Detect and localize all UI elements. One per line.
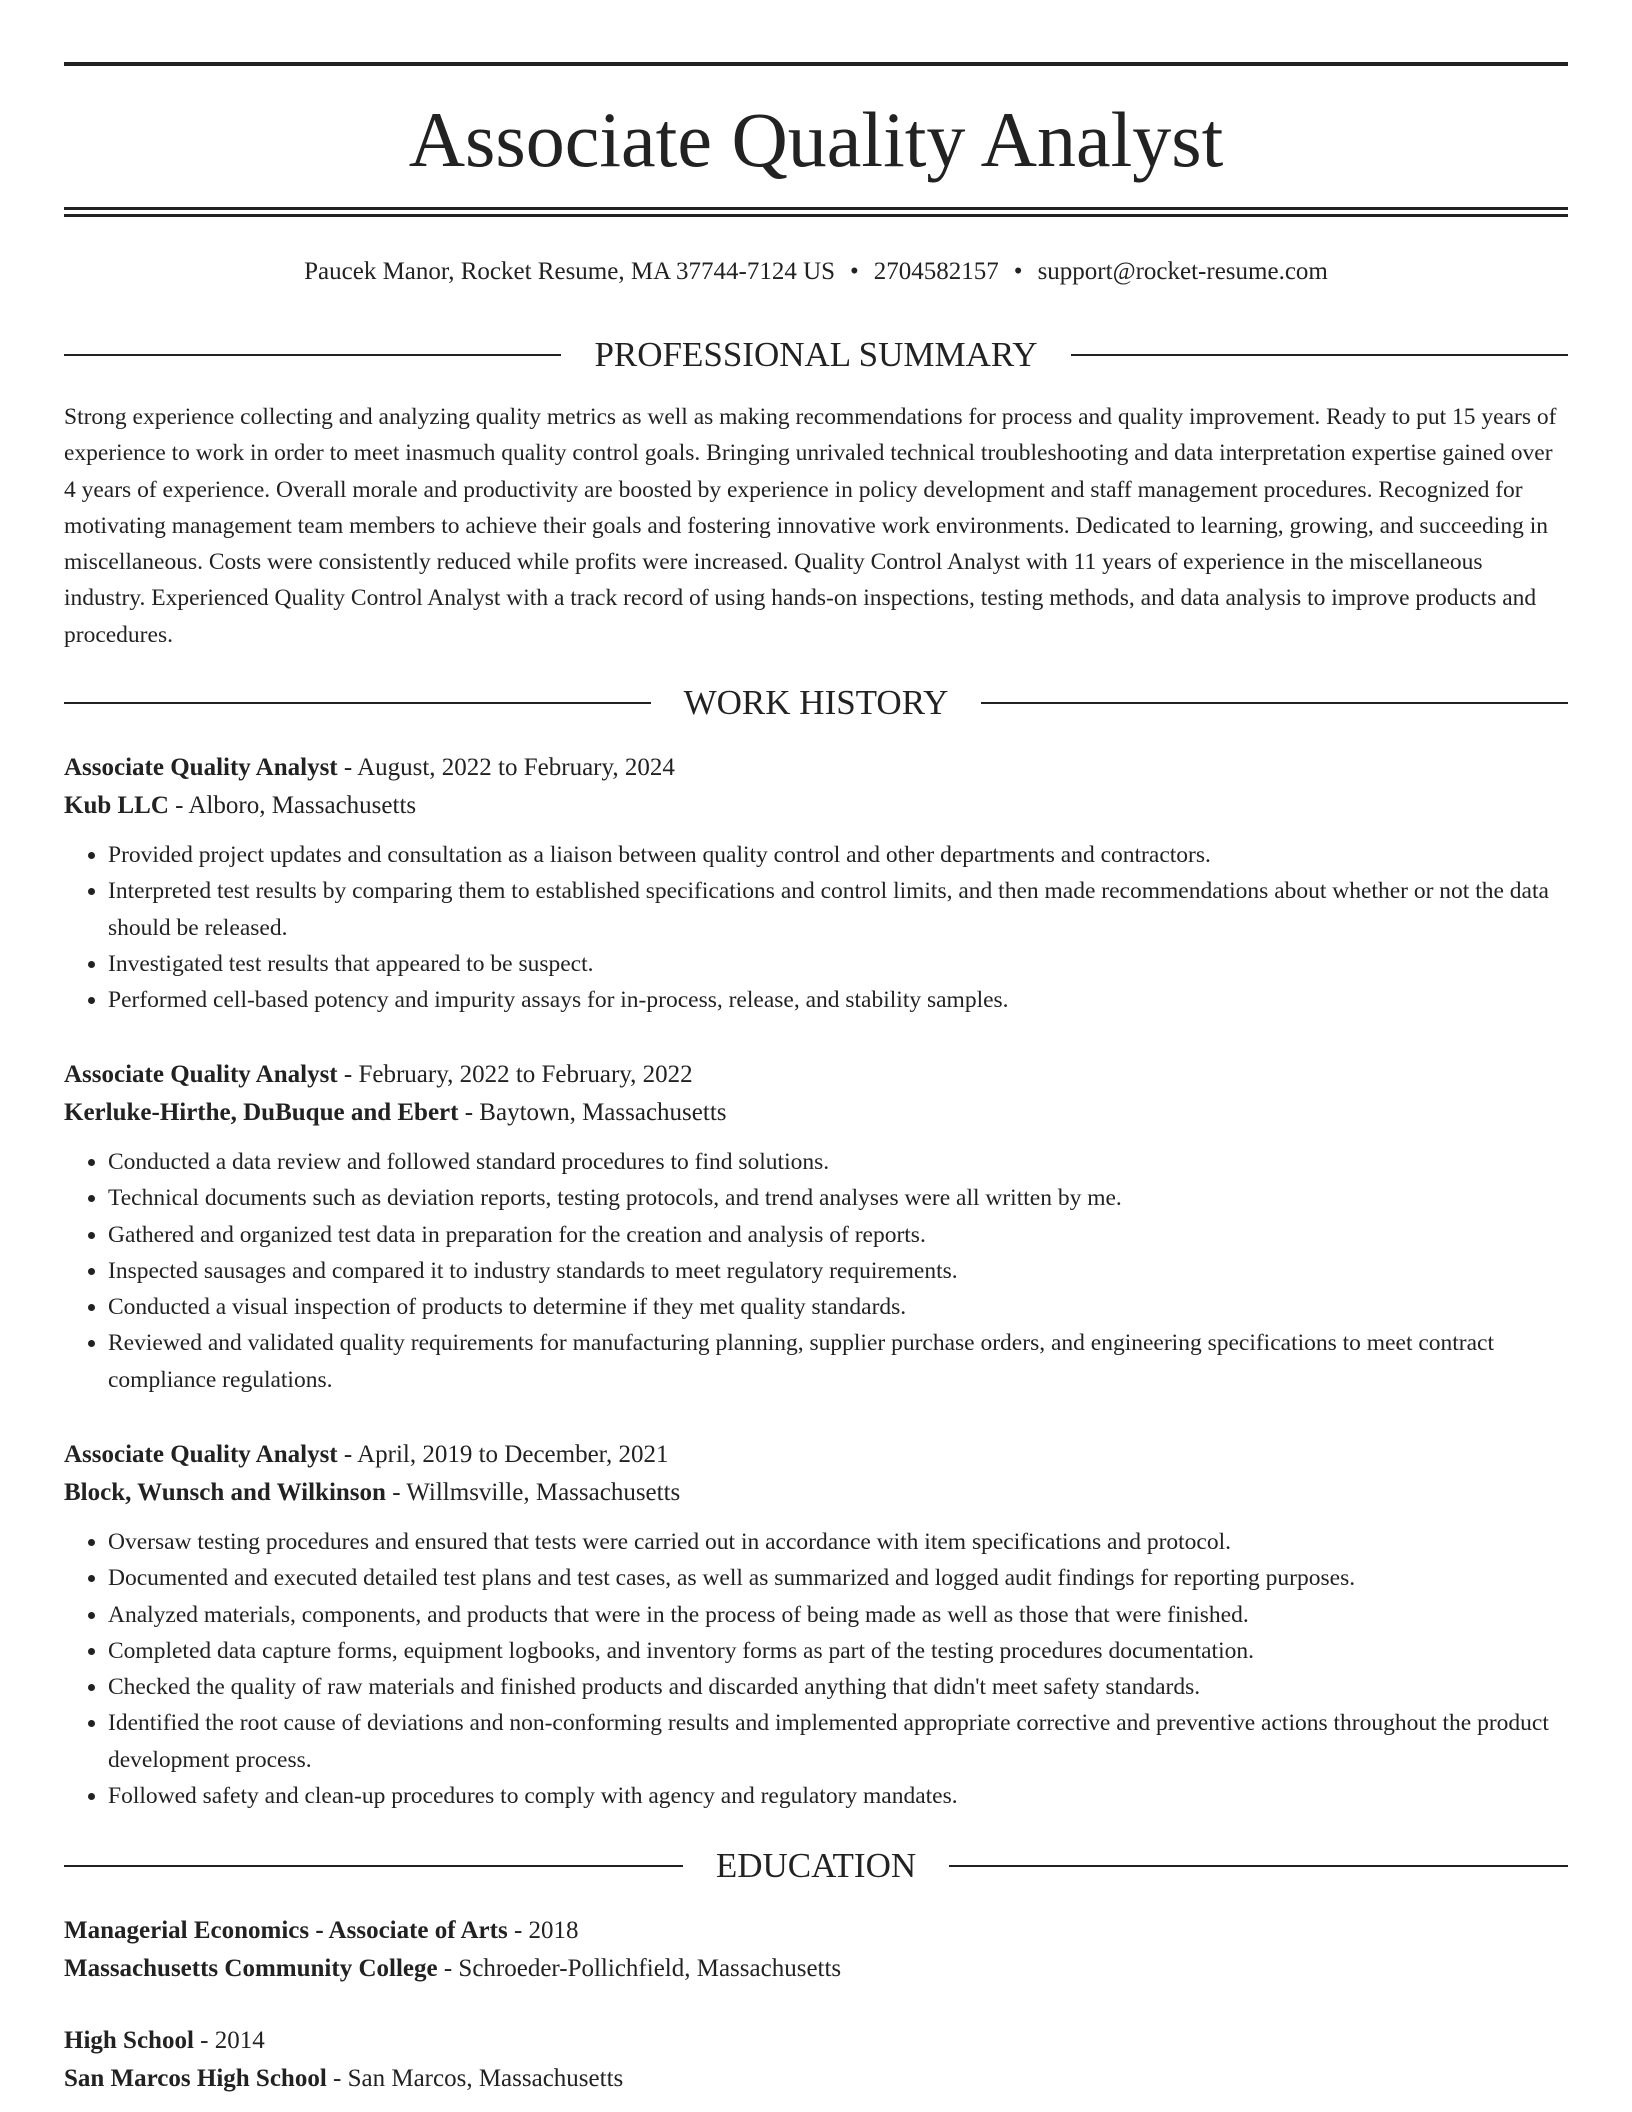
job-dates: - April, 2019 to December, 2021 (337, 1441, 669, 1468)
job-company-line (64, 787, 1568, 825)
job-entry (64, 1436, 1568, 1814)
job-bullets (64, 1144, 1568, 1398)
heading-rule (64, 1865, 683, 1867)
section-label: PROFESSIONAL SUMMARY (594, 335, 1038, 374)
job-dates: - February, 2022 to February, 2022 (337, 1061, 693, 1088)
job-title: Associate Quality Analyst (64, 1061, 338, 1088)
education-entry (64, 1912, 1568, 1988)
job-bullet: • Conducted a visual inspection of products to determine if they met quality standards. (108, 1289, 1568, 1325)
job-company: Kerluke-Hirthe, DuBuque and Ebert (64, 1099, 459, 1126)
section-heading-work (64, 683, 1568, 723)
job-title: Associate Quality Analyst (64, 1441, 338, 1468)
job-location: - Willmsville, Massachusetts (385, 1479, 681, 1506)
job-title-line (64, 749, 1568, 787)
section-label: EDUCATION (715, 1846, 917, 1885)
job-bullet: • Followed safety and clean-up procedures to comply with agency and regulatory mandates. (108, 1778, 1568, 1814)
job-title: Associate Quality Analyst (64, 754, 338, 781)
professional-summary: Strong experience collecting and analyzing quality metrics as well as making recommendations for process and quality improvement. Ready to put 15 years of experience to work in order to meet inasmuch quality control goals. Bringing unrivaled technical troubleshooting and data interpretation expertise gained over 4 years of experience. Overall morale and productivity are boosted by experience in policy development and staff management procedures. Recognized for motivating management team members to achieve their goals and fostering innovative work environments. Dedicated to learning, growing, and succeeding in miscellaneous. Costs were consistently reduced while profits were increased. Quality Control Analyst with 11 years of experience in the miscellaneous industry. Experienced Quality Control Analyst with a track record of using hands-on inspections, testing methods, and data analysis to improve products and procedures. (64, 404, 1557, 648)
job-bullet: • Analyzed materials, components, and products that were in the process of being made as well as those that were finished. (108, 1597, 1568, 1633)
education-degree: High School (64, 2027, 194, 2054)
education-school-line (64, 1950, 1568, 1988)
education-location: - Schroeder-Pollichfield, Massachusetts (437, 1955, 842, 1982)
contact-address: Paucek Manor, Rocket Resume, MA 37744-7124 US (304, 258, 836, 285)
job-company: Block, Wunsch and Wilkinson (64, 1479, 386, 1506)
education-year: - 2018 (507, 1917, 579, 1944)
heading-rule (949, 1865, 1568, 1867)
education-school: Massachusetts Community College (64, 1955, 438, 1982)
contact-phone: 2704582157 (873, 258, 999, 285)
job-title-line (64, 1056, 1568, 1094)
job-dates: - August, 2022 to February, 2024 (337, 754, 675, 781)
education-degree-line (64, 1912, 1568, 1950)
education-degree: Managerial Economics - Associate of Arts (64, 1917, 508, 1944)
heading-rule (64, 702, 651, 704)
job-location: - Alboro, Massachusetts (168, 792, 417, 819)
job-entry (64, 749, 1568, 1018)
education-degree-line (64, 2022, 1568, 2060)
contact-separator: • (850, 258, 859, 285)
job-bullet: • Gathered and organized test data in preparation for the creation and analysis of reports. (108, 1217, 1568, 1253)
job-entry (64, 1056, 1568, 1398)
job-bullet: • Reviewed and validated quality requirements for manufacturing planning, supplier purchase orders, and engineering specifications to meet contract compliance regulations. (108, 1325, 1568, 1398)
job-bullet: • Checked the quality of raw materials and finished products and discarded anything that didn't meet safety standards. (108, 1669, 1568, 1705)
section-heading-education (64, 1846, 1568, 1886)
job-bullet: • Oversaw testing procedures and ensured that tests were carried out in accordance with item specifications and protocol. (108, 1524, 1568, 1560)
job-bullets (64, 1524, 1568, 1814)
heading-rule (64, 354, 561, 356)
job-bullet: • Interpreted test results by comparing them to established specifications and control limits, and then made recommendations about whether or not the data should be released. (108, 873, 1568, 946)
job-bullet: • Documented and executed detailed test plans and test cases, as well as summarized and logged audit findings for reporting purposes. (108, 1560, 1568, 1596)
job-bullets (64, 837, 1568, 1018)
job-bullet: • Identified the root cause of deviations and non-conforming results and implemented appropriate corrective and preventive actions throughout the product development process. (108, 1705, 1568, 1778)
heading-rule (1071, 354, 1568, 356)
education-school: San Marcos High School (64, 2065, 327, 2092)
job-company: Kub LLC (64, 792, 169, 819)
resume-title: Associate Quality Analyst (408, 96, 1224, 183)
job-bullet: • Performed cell-based potency and impurity assays for in-process, release, and stability samples. (108, 982, 1568, 1018)
job-bullet: • Investigated test results that appeared to be suspect. (108, 946, 1568, 982)
job-bullet: • Technical documents such as deviation reports, testing protocols, and trend analyses were all written by me. (108, 1180, 1568, 1216)
job-company-line (64, 1094, 1568, 1132)
job-bullet: • Conducted a data review and followed standard procedures to find solutions. (108, 1144, 1568, 1180)
job-bullet: • Inspected sausages and compared it to industry standards to meet regulatory requirements. (108, 1253, 1568, 1289)
education-school-line (64, 2060, 1568, 2098)
contact-line (64, 256, 1568, 288)
contact-email: support@rocket-resume.com (1037, 258, 1328, 285)
education-year: - 2014 (193, 2027, 265, 2054)
title-double-rule (64, 207, 1568, 217)
job-bullet: • Completed data capture forms, equipment logbooks, and inventory forms as part of the testing procedures documentation. (108, 1633, 1568, 1669)
job-location: - Baytown, Massachusetts (458, 1099, 727, 1126)
job-title-line (64, 1436, 1568, 1474)
job-company-line (64, 1474, 1568, 1512)
top-rule (64, 62, 1568, 66)
education-location: - San Marcos, Massachusetts (326, 2065, 624, 2092)
job-bullet: • Provided project updates and consultation as a liaison between quality control and other departments and contractors. (108, 837, 1568, 873)
section-heading-summary (64, 335, 1568, 375)
heading-rule (981, 702, 1568, 704)
section-label: WORK HISTORY (683, 683, 949, 722)
education-entry (64, 2022, 1568, 2098)
contact-separator: • (1013, 258, 1023, 285)
